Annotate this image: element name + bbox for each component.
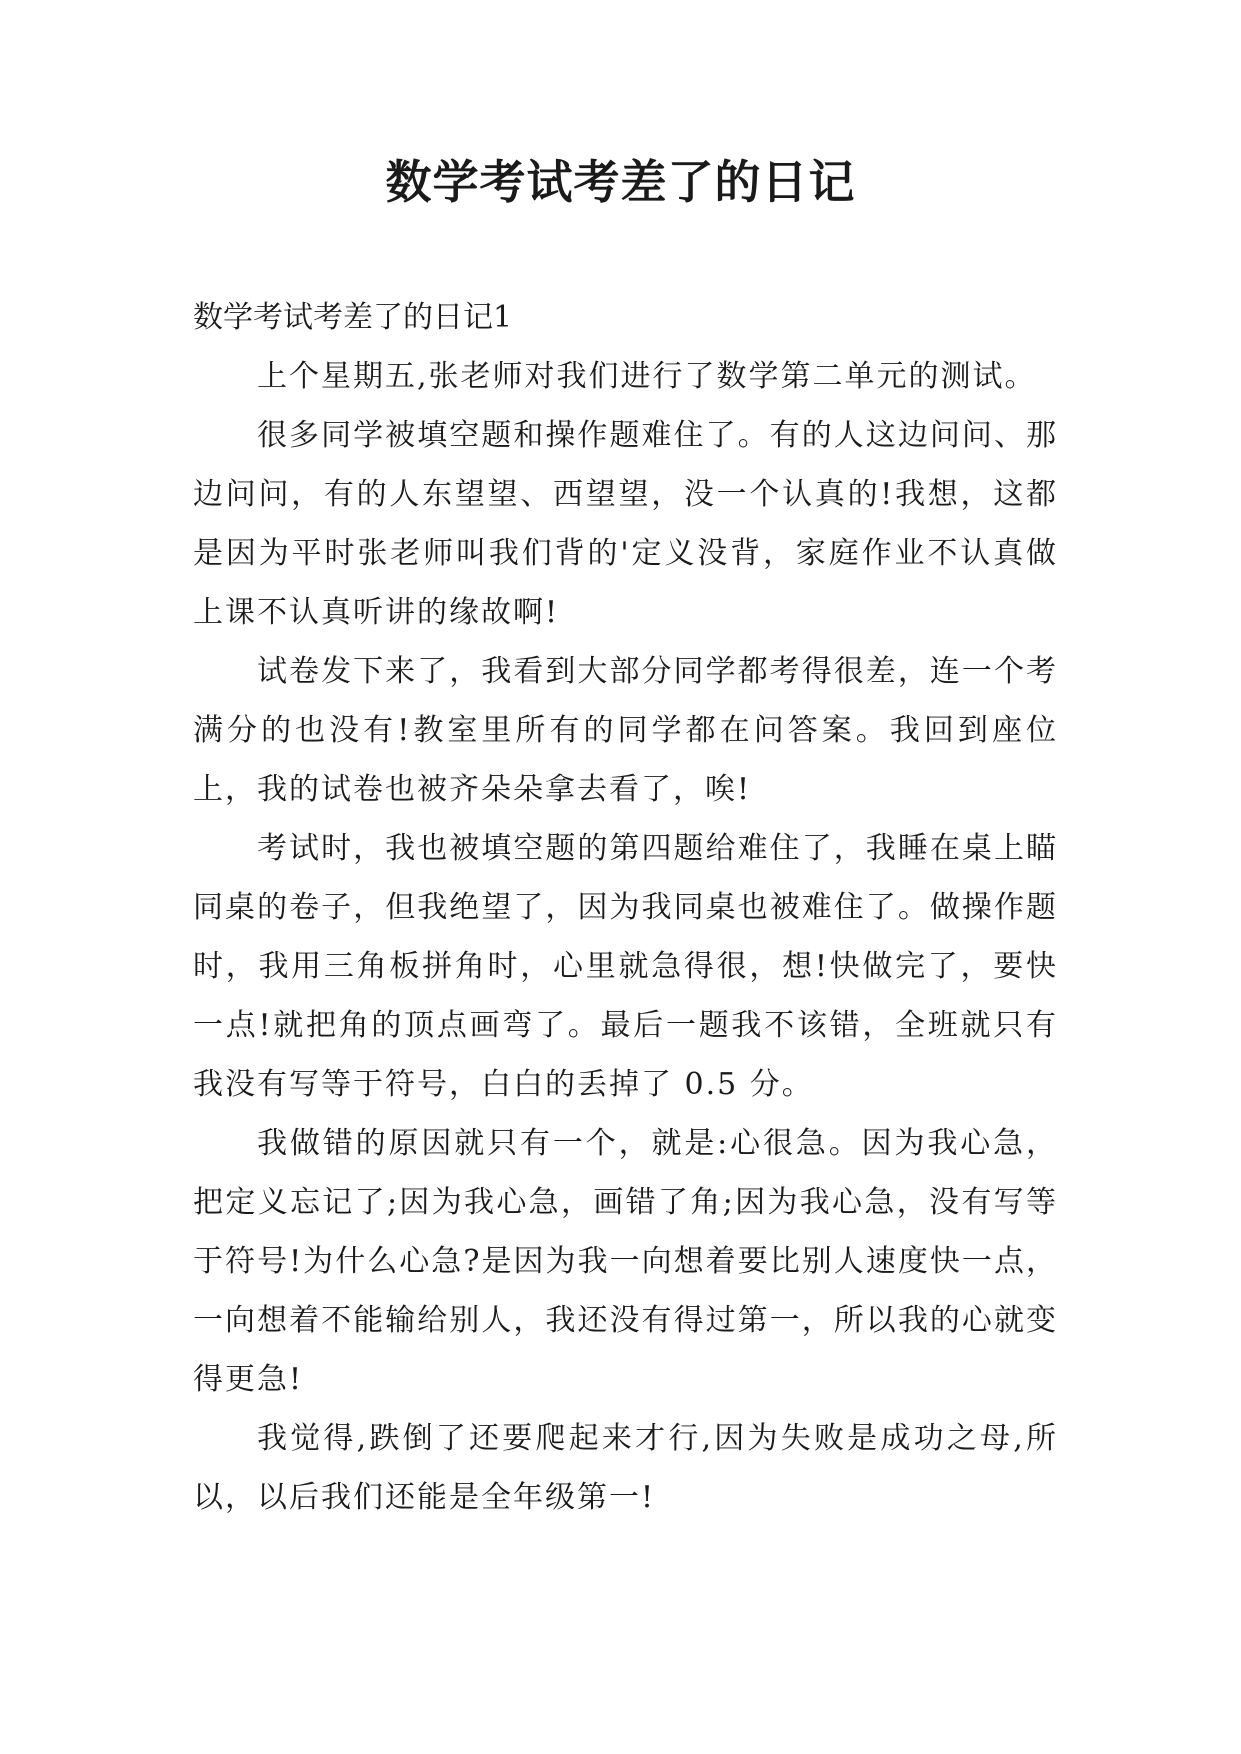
paragraph: 很多同学被填空题和操作题难住了。有的人这边问问、那边问问，有的人东望望、西望望，没一个认真的!我想，这都是因为平时张老师叫我们背的'定义没背，家庭作业不认真做上课不认真听讲的缘故啊! — [193, 418, 1058, 630]
section-heading: 数学考试考差了的日记1 — [193, 300, 513, 335]
document-title: 数学考试考差了的日记 — [385, 155, 856, 209]
paragraph: 我觉得,跌倒了还要爬起来才行,因为失败是成功之母,所以，以后我们还能是全年级第一! — [193, 1421, 1058, 1515]
document-body — [193, 288, 1058, 1527]
paragraph: 试卷发下来了，我看到大部分同学都考得很差，连一个考满分的也没有!教室里所有的同学都在问答案。我回到座位上，我的试卷也被齐朵朵拿去看了，唉! — [193, 654, 1058, 807]
paragraph: 考试时，我也被填空题的第四题给难住了，我睡在桌上瞄同桌的卷子，但我绝望了，因为我同桌也被难住了。做操作题时，我用三角板拼角时，心里就急得很，想!快做完了，要快一点!就把角的顶点画弯了。最后一题我不该错，全班就只有我没有写等于符号，白白的丢掉了 0.5 分。 — [193, 831, 1058, 1102]
paragraph: 我做错的原因就只有一个，就是:心很急。因为我心急，把定义忘记了;因为我心急，画错了角;因为我心急，没有写等于符号!为什么心急?是因为我一向想着要比别人速度快一点，一向想着不能输给别人，我还没有得过第一，所以我的心就变得更急! — [193, 1126, 1058, 1397]
paragraph: 上个星期五,张老师对我们进行了数学第二单元的测试。 — [257, 359, 1037, 394]
